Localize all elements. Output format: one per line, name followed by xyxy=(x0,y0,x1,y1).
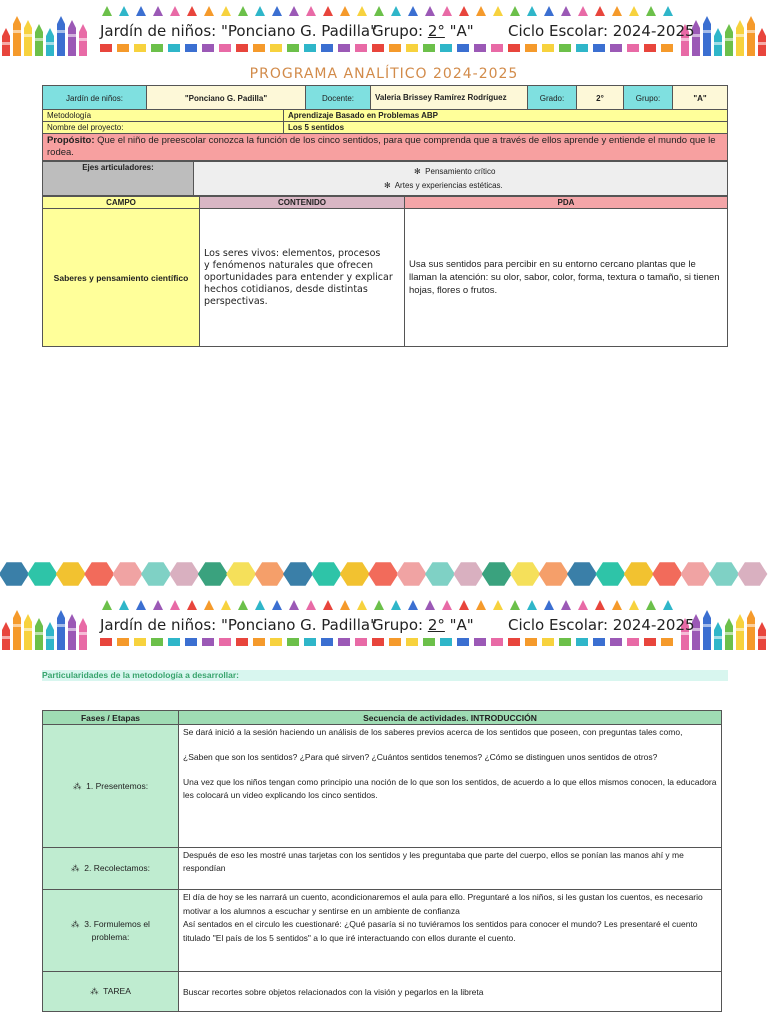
triangle-icon xyxy=(442,6,452,16)
square-icon xyxy=(593,638,605,646)
project-value: Los 5 sentidos xyxy=(284,122,728,134)
square-icon xyxy=(185,638,197,646)
hexagon-icon xyxy=(681,562,711,585)
axes-table xyxy=(42,161,728,196)
square-icon xyxy=(287,638,299,646)
hexagon-icon xyxy=(340,562,370,585)
triangle-icon xyxy=(663,600,673,610)
square-icon xyxy=(576,638,588,646)
square-icon xyxy=(559,638,571,646)
triangle-icon xyxy=(119,600,129,610)
square-icon xyxy=(100,638,112,646)
info-table xyxy=(42,85,728,111)
triangle-icon xyxy=(374,6,384,16)
triangle-icon xyxy=(187,600,197,610)
crayon-icon xyxy=(758,28,766,56)
square-icon xyxy=(100,44,112,52)
phase-text: El día de hoy se les narrará un cuento, acondicionaremos el aula para ello. Preguntaré a los niños, si les gustan los cuentos, es necesario motivar a los alumnos a escuchar y sentirse en un ambiente de confianza Así sentados en el circulo les cuestionaré: ¿Qué pasaría si no tuviéramos los sentidos para conocer el mundo? Les presentaré el cuento titulado "El país de los 5 sentidos" a lo que iré interactuando con ellos durante el cuento. xyxy=(179,890,722,972)
triangle-icon xyxy=(510,6,520,16)
triangle-icon xyxy=(595,6,605,16)
triangle-icon xyxy=(187,6,197,16)
crayon-icon xyxy=(736,20,744,56)
hexagon-icon xyxy=(169,562,199,585)
hexagon-icon xyxy=(0,562,29,585)
triangle-icon xyxy=(153,6,163,16)
hexagon-icon xyxy=(425,562,455,585)
hexagon-icon xyxy=(453,562,483,585)
square-icon xyxy=(168,44,180,52)
hexagon-icon xyxy=(567,562,597,585)
square-icon xyxy=(423,44,435,52)
square-icon xyxy=(593,44,605,52)
square-icon xyxy=(491,44,503,52)
triangle-icon xyxy=(578,600,588,610)
header-school: Jardín de niños: "Ponciano G. Padilla" xyxy=(100,616,377,634)
crayon-icon xyxy=(46,622,54,650)
square-icon xyxy=(304,44,316,52)
crayon-icon xyxy=(35,618,43,650)
triangle-icon xyxy=(357,6,367,16)
square-icon xyxy=(610,638,622,646)
method-value: Aprendizaje Basado en Problemas ABP xyxy=(284,110,728,122)
triangle-icon xyxy=(612,6,622,16)
phase-text: Se dará inició a la sesión haciendo un análisis de los saberes previos acerca de los sentidos que poseen, con preguntas tales como, ¿Saben que son los sentidos? ¿Para qué sirven? ¿Cuántos sentidos tenemos? ¿Cómo se distinguen unos sentidos de otros? Una vez que los niños tengan como principio una noción de lo que son los sentidos, de acuerdo a lo que ellos mismos conocen, la educadora les colocará un video explicando los cinco sentidos. xyxy=(179,725,722,848)
square-icon xyxy=(304,638,316,646)
hexagon-icon xyxy=(113,562,143,585)
phase-name: ⁂ TAREA xyxy=(43,972,179,1012)
square-icon xyxy=(559,44,571,52)
square-icon xyxy=(525,638,537,646)
header-cycle: Ciclo Escolar: 2024-2025 xyxy=(508,616,695,634)
phase-name: ⁂ 3. Formulemos el problema: xyxy=(43,890,179,972)
square-icon xyxy=(474,638,486,646)
crayon-icon xyxy=(758,622,766,650)
header-cycle: Ciclo Escolar: 2024-2025 xyxy=(508,22,695,40)
square-icon xyxy=(508,638,520,646)
triangle-icon xyxy=(663,6,673,16)
crayon-icon xyxy=(703,16,711,56)
triangle-icon xyxy=(408,6,418,16)
square-icon xyxy=(406,44,418,52)
crayon-icon xyxy=(13,16,21,56)
contenido-header: CONTENIDO xyxy=(200,197,405,209)
hexagon-icon xyxy=(255,562,285,585)
triangle-icon xyxy=(102,6,112,16)
triangle-icon xyxy=(170,6,180,16)
triangle-icon xyxy=(544,6,554,16)
sparkle-icon: ⁂ xyxy=(71,918,80,929)
triangle-icon xyxy=(153,600,163,610)
triangle-icon xyxy=(459,6,469,16)
triangle-icon xyxy=(612,600,622,610)
triangle-icon xyxy=(629,6,639,16)
square-icon xyxy=(525,44,537,52)
square-icon xyxy=(202,638,214,646)
square-icon xyxy=(185,44,197,52)
crayon-icon xyxy=(68,20,76,56)
triangle-icon xyxy=(425,600,435,610)
square-icon xyxy=(508,44,520,52)
triangle-icon xyxy=(595,600,605,610)
square-icon xyxy=(236,44,248,52)
square-deco-row xyxy=(100,44,680,52)
hexagon-icon xyxy=(283,562,313,585)
triangle-icon xyxy=(255,6,265,16)
square-icon xyxy=(542,638,554,646)
sparkle-icon: ⁂ xyxy=(72,780,82,791)
square-icon xyxy=(151,638,163,646)
crayon-icon xyxy=(57,610,65,650)
header-group: Grupo: 2° "A" xyxy=(372,22,474,40)
crayon-icon xyxy=(2,622,10,650)
sequence-header: Secuencia de actividades. INTRODUCCIÓN xyxy=(179,711,722,725)
square-icon xyxy=(440,44,452,52)
page-header xyxy=(100,22,695,44)
phases-table xyxy=(42,710,722,1012)
hexagon-icon xyxy=(397,562,427,585)
crayon-icon xyxy=(46,28,54,56)
triangle-icon xyxy=(323,600,333,610)
square-icon xyxy=(236,638,248,646)
phases-header: Fases / Etapas xyxy=(43,711,179,725)
purpose-label: Propósito: xyxy=(47,135,95,146)
square-icon xyxy=(610,44,622,52)
triangle-icon xyxy=(442,600,452,610)
square-icon xyxy=(576,44,588,52)
square-icon xyxy=(627,44,639,52)
triangle-icon xyxy=(408,600,418,610)
grade-label: Grado: xyxy=(528,86,577,111)
square-icon xyxy=(644,44,656,52)
triangle-icon xyxy=(544,600,554,610)
crayon-icon xyxy=(35,24,43,56)
triangle-icon xyxy=(170,600,180,610)
hexagon-icon xyxy=(482,562,512,585)
square-icon xyxy=(134,44,146,52)
purpose-text: Que el niño de preescolar conozca la función de los cinco sentidos, para que comprenda que a través de ellos aprende y entiende el mundo que le rodea. xyxy=(47,135,716,158)
triangle-icon xyxy=(255,600,265,610)
header-school: Jardín de niños: "Ponciano G. Padilla" xyxy=(100,22,377,40)
square-icon xyxy=(117,44,129,52)
square-icon xyxy=(219,638,231,646)
square-icon xyxy=(389,44,401,52)
crayon-icon xyxy=(2,28,10,56)
crayon-icon xyxy=(24,20,32,56)
square-icon xyxy=(423,638,435,646)
content-table xyxy=(42,196,728,347)
triangle-icon xyxy=(340,6,350,16)
square-icon xyxy=(338,44,350,52)
square-icon xyxy=(491,638,503,646)
axis-item: ✻ Artes y experiencias estéticas. xyxy=(384,180,503,190)
hexagon-icon xyxy=(709,562,739,585)
crayon-icon xyxy=(24,614,32,650)
triangle-icon xyxy=(527,600,537,610)
triangle-icon xyxy=(289,6,299,16)
square-icon xyxy=(406,638,418,646)
square-icon xyxy=(644,638,656,646)
square-icon xyxy=(219,44,231,52)
pda-cell: Usa sus sentidos para percibir en su entorno cercano plantas que le llaman la atención: su olor, sabor, color, forma, textura o tamaño, si tienen hojas, flores o frutos. xyxy=(405,209,728,347)
triangle-icon xyxy=(119,6,129,16)
crayon-icon xyxy=(747,16,755,56)
triangle-icon xyxy=(221,6,231,16)
teacher-value: Valeria Brissey Ramírez Rodríguez xyxy=(371,86,528,111)
square-icon xyxy=(168,638,180,646)
campo-header: CAMPO xyxy=(43,197,200,209)
group-value: "A" xyxy=(673,86,728,111)
crayon-icon xyxy=(13,610,21,650)
phase-name: ⁂ 1. Presentemos: xyxy=(43,725,179,848)
square-icon xyxy=(661,638,673,646)
square-icon xyxy=(372,638,384,646)
square-icon xyxy=(338,638,350,646)
triangle-icon xyxy=(578,6,588,16)
hexagon-icon xyxy=(595,562,625,585)
phase-text: Buscar recortes sobre objetos relacionados con la visión y pegarlos en la libreta xyxy=(179,972,722,1012)
methodology-banner: Particularidades de la metodología a desarrollar: xyxy=(42,670,728,681)
triangle-icon xyxy=(272,600,282,610)
project-label: Nombre del proyecto: xyxy=(43,122,284,134)
header-group: Grupo: 2° "A" xyxy=(372,616,474,634)
crayon-icon xyxy=(714,622,722,650)
crayon-icon xyxy=(725,618,733,650)
square-icon xyxy=(287,44,299,52)
triangle-icon xyxy=(289,600,299,610)
campo-cell: Saberes y pensamiento científico xyxy=(43,209,200,347)
triangle-icon xyxy=(136,6,146,16)
hexagon-icon xyxy=(539,562,569,585)
square-icon xyxy=(389,638,401,646)
crayon-icon xyxy=(714,28,722,56)
page-header-2 xyxy=(100,616,695,638)
hexagon-icon xyxy=(198,562,228,585)
square-icon xyxy=(474,44,486,52)
triangle-icon xyxy=(204,600,214,610)
purpose-cell xyxy=(43,134,728,161)
asterisk-icon: ✻ xyxy=(384,180,391,190)
crayon-icon xyxy=(57,16,65,56)
triangle-icon xyxy=(272,6,282,16)
hexagon-icon xyxy=(84,562,114,585)
triangle-icon xyxy=(527,6,537,16)
contenido-cell: Los seres vivos: elementos, procesos y fenómenos naturales que ofrecen oportunidades para entender y explicar hechos cotidianos, desde distintas perspectivas. xyxy=(200,209,405,347)
triangle-icon xyxy=(340,600,350,610)
project-table xyxy=(42,109,728,161)
triangle-icon xyxy=(493,6,503,16)
hexagon-icon xyxy=(311,562,341,585)
square-icon xyxy=(627,638,639,646)
phase-text: Después de eso les mostré unas tarjetas con los sentidos y les preguntaba que parte del cuerpo, ellos se ponían las manos ahí y me respondían xyxy=(179,848,722,890)
school-label: Jardín de niños: xyxy=(43,86,147,111)
square-icon xyxy=(542,44,554,52)
hexagon-icon xyxy=(27,562,57,585)
hexagon-icon xyxy=(141,562,171,585)
crayon-icon xyxy=(703,610,711,650)
square-icon xyxy=(270,44,282,52)
square-icon xyxy=(321,638,333,646)
square-icon xyxy=(372,44,384,52)
square-icon xyxy=(457,638,469,646)
square-icon xyxy=(355,44,367,52)
triangle-icon xyxy=(204,6,214,16)
triangle-icon xyxy=(425,6,435,16)
square-icon xyxy=(134,638,146,646)
triangle-icon xyxy=(493,600,503,610)
triangle-icon xyxy=(306,600,316,610)
square-icon xyxy=(457,44,469,52)
crayon-icon xyxy=(68,614,76,650)
sparkle-icon: ⁂ xyxy=(71,863,80,873)
triangle-icon xyxy=(476,600,486,610)
crayon-icon xyxy=(79,24,87,56)
hexagon-icon xyxy=(226,562,256,585)
square-icon xyxy=(253,638,265,646)
triangle-icon xyxy=(136,600,146,610)
school-value: "Ponciano G. Padilla" xyxy=(147,86,306,111)
axes-list xyxy=(194,162,728,196)
phase-name: ⁂ 2. Recolectamos: xyxy=(43,848,179,890)
crayon-icon xyxy=(736,614,744,650)
triangle-icon xyxy=(306,6,316,16)
triangle-icon xyxy=(459,600,469,610)
triangle-icon xyxy=(646,6,656,16)
triangle-icon xyxy=(238,6,248,16)
teacher-label: Docente: xyxy=(306,86,371,111)
hexagon-icon xyxy=(368,562,398,585)
square-icon xyxy=(661,44,673,52)
triangle-icon xyxy=(102,600,112,610)
square-icon xyxy=(440,638,452,646)
crayon-icon xyxy=(79,618,87,650)
hexagon-icon xyxy=(624,562,654,585)
square-icon xyxy=(202,44,214,52)
triangle-icon xyxy=(561,6,571,16)
triangle-icon xyxy=(238,600,248,610)
triangle-icon xyxy=(221,600,231,610)
sparkle-icon: ⁂ xyxy=(90,986,99,996)
asterisk-icon: ✻ xyxy=(414,166,421,176)
axis-item: ✻ Pensamiento crítico xyxy=(414,166,496,176)
hexagon-icon xyxy=(737,562,767,585)
crayon-icon xyxy=(747,610,755,650)
hexagon-icon xyxy=(652,562,682,585)
pda-header: PDA xyxy=(405,197,728,209)
grade-value: 2° xyxy=(577,86,624,111)
square-deco-row xyxy=(100,638,680,646)
square-icon xyxy=(355,638,367,646)
hexagon-border xyxy=(0,558,768,590)
square-icon xyxy=(270,638,282,646)
method-label: Metodología xyxy=(43,110,284,122)
triangle-icon xyxy=(476,6,486,16)
triangle-icon xyxy=(629,600,639,610)
group-label: Grupo: xyxy=(624,86,673,111)
hexagon-icon xyxy=(56,562,86,585)
triangle-icon xyxy=(391,6,401,16)
square-icon xyxy=(253,44,265,52)
square-icon xyxy=(321,44,333,52)
triangle-icon xyxy=(374,600,384,610)
square-icon xyxy=(151,44,163,52)
program-title: PROGRAMA ANALÍTICO 2024-2025 xyxy=(249,66,519,82)
axes-label: Ejes articuladores: xyxy=(43,162,194,196)
hexagon-icon xyxy=(510,562,540,585)
square-icon xyxy=(117,638,129,646)
triangle-icon xyxy=(646,600,656,610)
crayon-icon xyxy=(725,24,733,56)
triangle-icon xyxy=(510,600,520,610)
triangle-icon xyxy=(323,6,333,16)
triangle-icon xyxy=(357,600,367,610)
triangle-icon xyxy=(391,600,401,610)
triangle-icon xyxy=(561,600,571,610)
